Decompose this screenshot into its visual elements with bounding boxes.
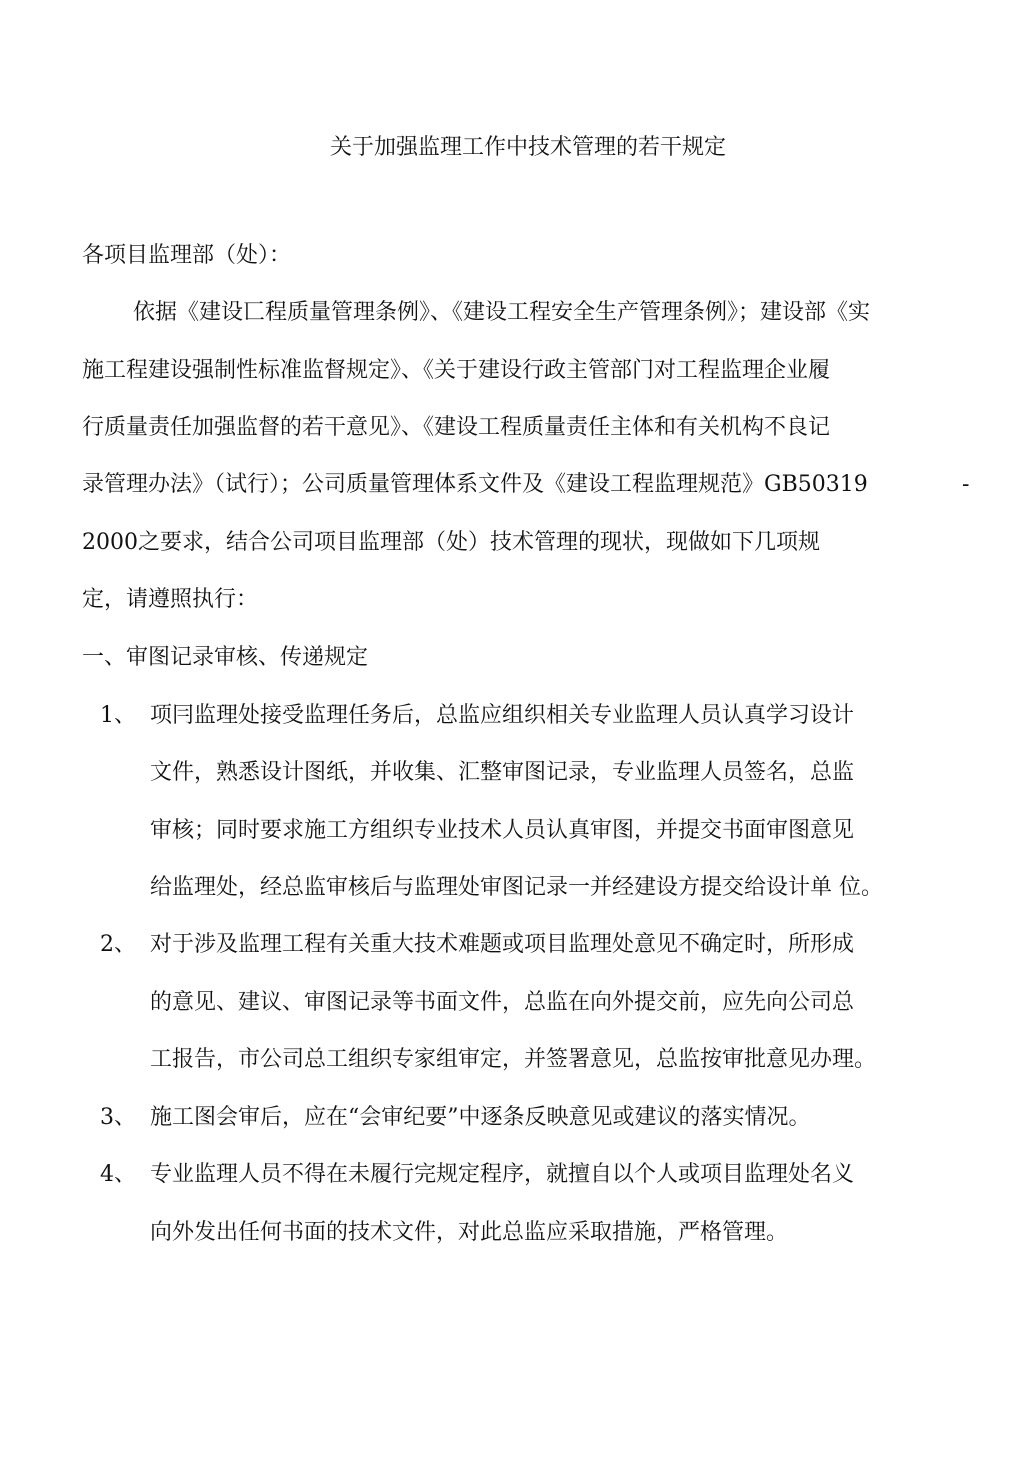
item-line: 审核；同时要求施工方组织专业技术人员认真审图，并提交书面审图意见 bbox=[150, 818, 855, 843]
intro-line: 施工程建设强制性标准监督规定》、《关于建设行政主管部门对工程监理企业履 bbox=[82, 358, 831, 383]
item-line: 项冃监理处接受监理任务后，总监应组织相关专业监理人员认真学习设计 bbox=[150, 703, 855, 728]
item-line: 对于涉及监理工程有关重大技术难题或项目监理处意见不确定时，所形成 bbox=[150, 932, 855, 957]
document-title: 关于加强监理工作中技术管理的若干规定 bbox=[329, 135, 726, 160]
intro-line: 行质量责任加强监督的若干意见》、《建设工程质量责任主体和有关机构不良记 bbox=[82, 415, 831, 440]
intro-dash: - bbox=[962, 472, 970, 497]
item-number: 4、 bbox=[100, 1162, 136, 1187]
item-number: 2、 bbox=[100, 932, 136, 957]
intro-line: 定，请遵照执行： bbox=[82, 587, 259, 612]
item-line: 的意见、建议、审图记录等书面文件，总监在向外提交前，应先向公司总 bbox=[150, 990, 855, 1015]
item-number: 3、 bbox=[100, 1105, 136, 1130]
item-line: 给监理处，经总监审核后与监理处审图记录一并经建设方提交给设计单 位。 bbox=[150, 875, 883, 900]
item-line: 工报告，市公司总工组织专家组审定，并签署意见，总监按审批意见办理。 bbox=[150, 1047, 877, 1072]
item-line: 施工图会审后，应在“会审纪要”中逐条反映意见或建议的落实情况。 bbox=[150, 1105, 811, 1130]
item-line: 专业监理人员不得在未履行完规定程序，就擅自以个人或项目监理处名义 bbox=[150, 1162, 855, 1187]
intro-line: 2000之要求，结合公司项目监理部（处）技术管理的现状，现做如下几项规 bbox=[82, 530, 820, 555]
item-line: 文件，熟悉设计图纸，并收集、汇整审图记录，专业监理人员签名，总监 bbox=[150, 760, 855, 785]
intro-line: 录管理办法》（试行）；公司质量管理体系文件及《建设工程监理规范》GB50319 bbox=[82, 472, 868, 497]
item-line: 向外发出任何书面的技术文件，对此总监应采取措施，严格管理。 bbox=[150, 1220, 789, 1245]
section-heading: 一、审图记录审核、传递规定 bbox=[82, 645, 369, 670]
salutation: 各项目监理部（处）： bbox=[82, 243, 292, 268]
item-number: 1、 bbox=[100, 703, 136, 728]
intro-line: 依据《建设匸程质量管理条例》、《建设工程安全生产管理条例》；建设部《实 bbox=[133, 300, 871, 325]
